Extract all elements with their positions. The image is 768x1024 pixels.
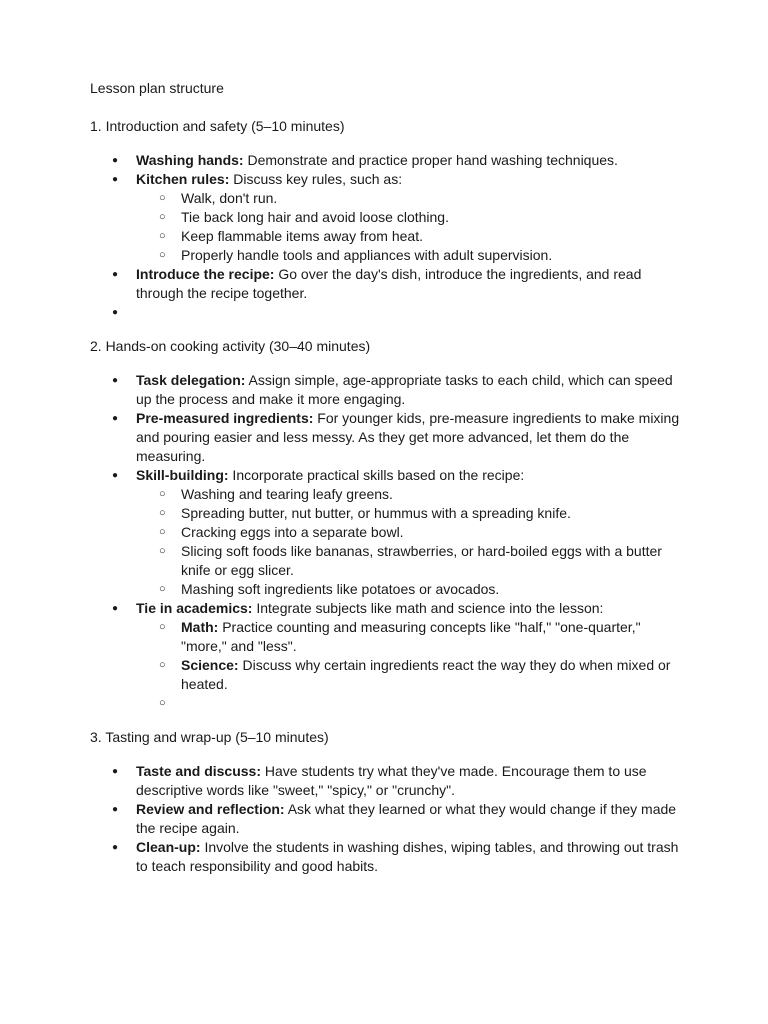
item-term: Taste and discuss: [136, 763, 262, 779]
list-item [90, 466, 680, 599]
document-page [90, 79, 680, 891]
sub-list-academics [136, 618, 680, 713]
sub-list-item: ○ Washing and tearing leafy greens. [136, 485, 680, 504]
item-text: Have students try what they've made. Encourage them to use descriptive words like "sweet," "spicy," or "crunchy". [136, 763, 647, 798]
sub-list-item: ○ Properly handle tools and appliances with adult supervision. [136, 246, 680, 265]
list-item [90, 838, 680, 876]
item-term: Introduce the recipe: [136, 266, 275, 282]
item-term: Review and reflection: [136, 801, 285, 817]
item-text: Ask what they learned or what they would change if they made the recipe again. [136, 801, 677, 836]
bullet-list-cooking-activity [90, 371, 680, 713]
item-text: Involve the students in washing dishes, wiping tables, and throwing out trash to teach responsibility and good habits. [136, 839, 679, 874]
list-item [90, 762, 680, 800]
item-term: Washing hands: [136, 152, 244, 168]
list-item [90, 599, 680, 713]
sub-list-item [136, 618, 680, 656]
item-term: Clean-up: [136, 839, 201, 855]
item-term: Tie in academics: [136, 600, 253, 616]
bullet-list-tasting-wrap-up [90, 762, 680, 876]
list-item [90, 265, 680, 303]
item-text: Integrate subjects like math and science into the lesson: [252, 600, 604, 616]
item-text: Demonstrate and practice proper hand washing techniques. [243, 152, 618, 168]
item-text: Assign simple, age-appropriate tasks to each child, which can speed up the process and make it more engaging. [136, 372, 673, 407]
sub-item-term: Science: [181, 657, 239, 673]
empty-sub-list-item [136, 694, 680, 713]
item-text: Go over the day's dish, introduce the ingredients, and read through the recipe together. [136, 266, 642, 301]
sub-item-term: Math: [181, 619, 219, 635]
item-term: Skill-building: [136, 467, 229, 483]
sub-item-text: Practice counting and measuring concepts like "half," "one-quarter," "more," and "less". [181, 619, 641, 654]
document-title: Lesson plan structure [90, 80, 224, 96]
sub-item-text: Discuss why certain ingredients react the way they do when mixed or heated. [181, 657, 671, 692]
sub-list-item: ○ Walk, don't run. [136, 189, 680, 208]
section-heading-cooking-activity: 2. Hands-on cooking activity (30–40 minutes) [90, 338, 371, 354]
sub-list-item: ○ Spreading butter, nut butter, or hummus with a spreading knife. [136, 504, 680, 523]
sub-list-skill-building [136, 485, 680, 599]
item-term: Task delegation: [136, 372, 246, 388]
item-text: Incorporate practical skills based on the recipe: [228, 467, 525, 483]
sub-list-item: ○ Tie back long hair and avoid loose clothing. [136, 208, 680, 227]
item-term: Pre-measured ingredients: [136, 410, 314, 426]
sub-list-item: ○ Slicing soft foods like bananas, strawberries, or hard-boiled eggs with a butter knife or egg slicer. [136, 542, 680, 580]
sub-list-item: ○ Mashing soft ingredients like potatoes or avocados. [136, 580, 680, 599]
list-item [90, 151, 680, 170]
bullet-list-introduction [90, 151, 680, 322]
empty-list-item [90, 303, 680, 322]
item-text: For younger kids, pre-measure ingredients to make mixing and pouring easier and less messy. As they get more advanced, let them do the measuring. [136, 410, 680, 464]
list-item [90, 371, 680, 409]
section-heading-tasting-wrap-up: 3. Tasting and wrap-up (5–10 minutes) [90, 729, 329, 745]
sub-list-item: ○ Keep flammable items away from heat. [136, 227, 680, 246]
section-heading-introduction: 1. Introduction and safety (5–10 minutes) [90, 118, 345, 134]
list-item [90, 409, 680, 466]
list-item [90, 800, 680, 838]
item-text: Discuss key rules, such as: [229, 171, 403, 187]
item-term: Kitchen rules: [136, 171, 230, 187]
list-item [90, 170, 680, 265]
sub-list-item [136, 656, 680, 694]
sub-list-item: ○ Cracking eggs into a separate bowl. [136, 523, 680, 542]
sub-list-kitchen-rules [136, 189, 680, 265]
